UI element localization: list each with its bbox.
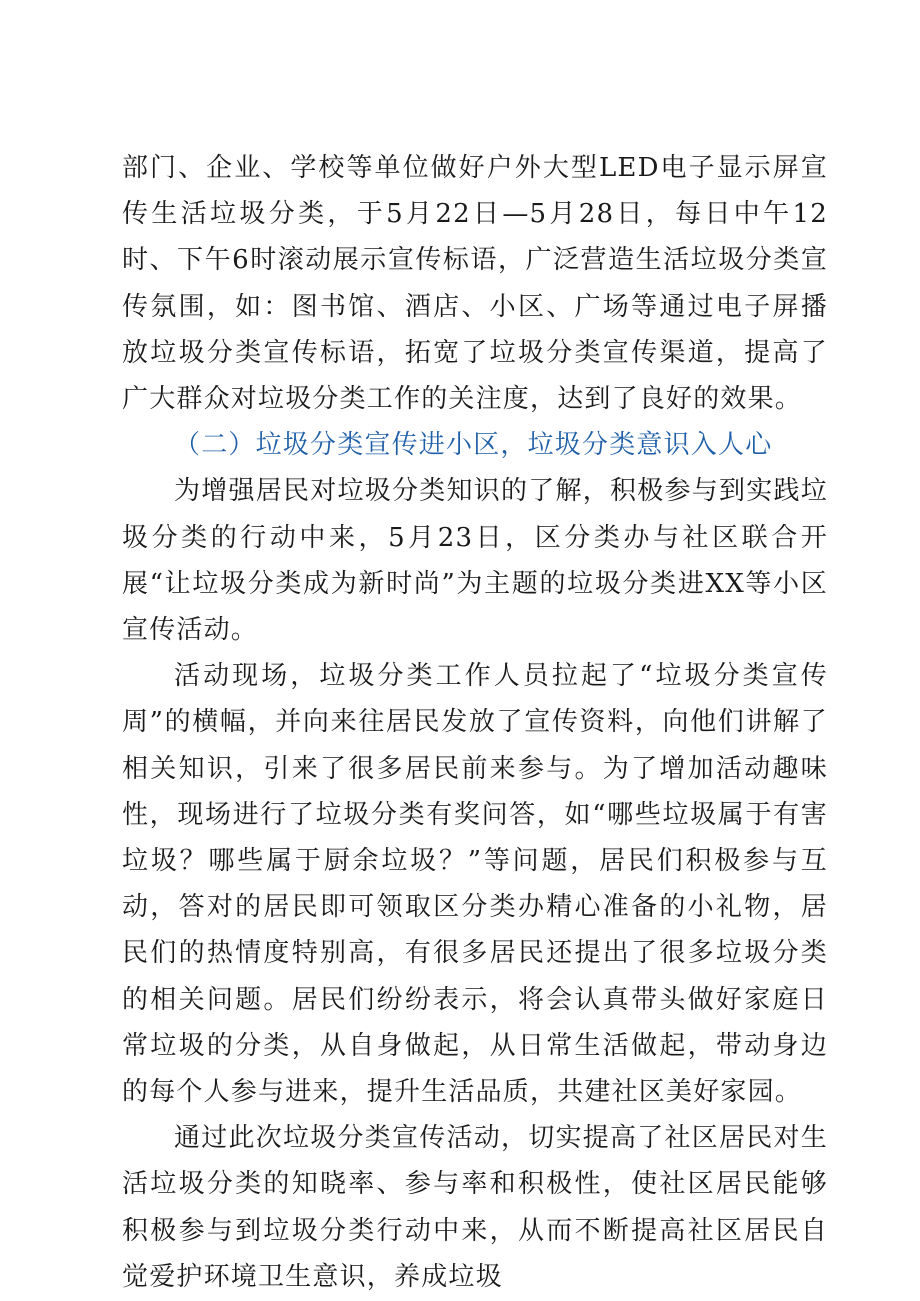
paragraph-community-event: 为增强居民对垃圾分类知识的了解，积极参与到实践垃圾分类的行动中来，5月23日，区分类办与社区联合开展“让垃圾分类成为新时尚”为主题的垃圾分类进XX等小区宣传活动。 [122,476,828,646]
paragraph-event-outcome: 通过此次垃圾分类宣传活动，切实提高了社区居民对生活垃圾分类的知晓率、参与率和积极性，使社区居民能够积极参与到垃圾分类行动中来，从而不断提高社区居民自觉爱护环境卫生意识，养成垃圾 [122,1123,828,1292]
document-body [122,145,828,1300]
paragraph-event-scene: 活动现场，垃圾分类工作人员拉起了“垃圾分类宣传周”的横幅，并向来往居民发放了宣传资料，向他们讲解了相关知识，引来了很多居民前来参与。为了增加活动趣味性，现场进行了垃圾分类有奖问答，如“哪些垃圾属于有害垃圾？哪些属于厨余垃圾？”等问题，居民们积极参与互动，答对的居民即可领取区分类办精心准备的小礼物，居民们的热情度特别高，有很多居民还提出了很多垃圾分类的相关问题。居民们纷纷表示，将会认真带头做好家庭日常垃圾的分类，从自身做起，从日常生活做起，带动身边的每个人参与进来，提升生活品质，共建社区美好家园。 [122,661,828,1108]
paragraph-led-display: 部门、企业、学校等单位做好户外大型LED电子显示屏宣传生活垃圾分类，于5月22日—5月28日，每日中午12时、下午6时滚动展示宣传标语，广泛营造生活垃圾分类宣传氛围，如：图书馆、酒店、小区、广场等通过电子屏播放垃圾分类宣传标语，拓宽了垃圾分类宣传渠道，提高了广大群众对垃圾分类工作的关注度，达到了良好的效果。 [122,153,828,415]
section-heading-community: （二）垃圾分类宣传进小区，垃圾分类意识入人心 [174,430,773,461]
